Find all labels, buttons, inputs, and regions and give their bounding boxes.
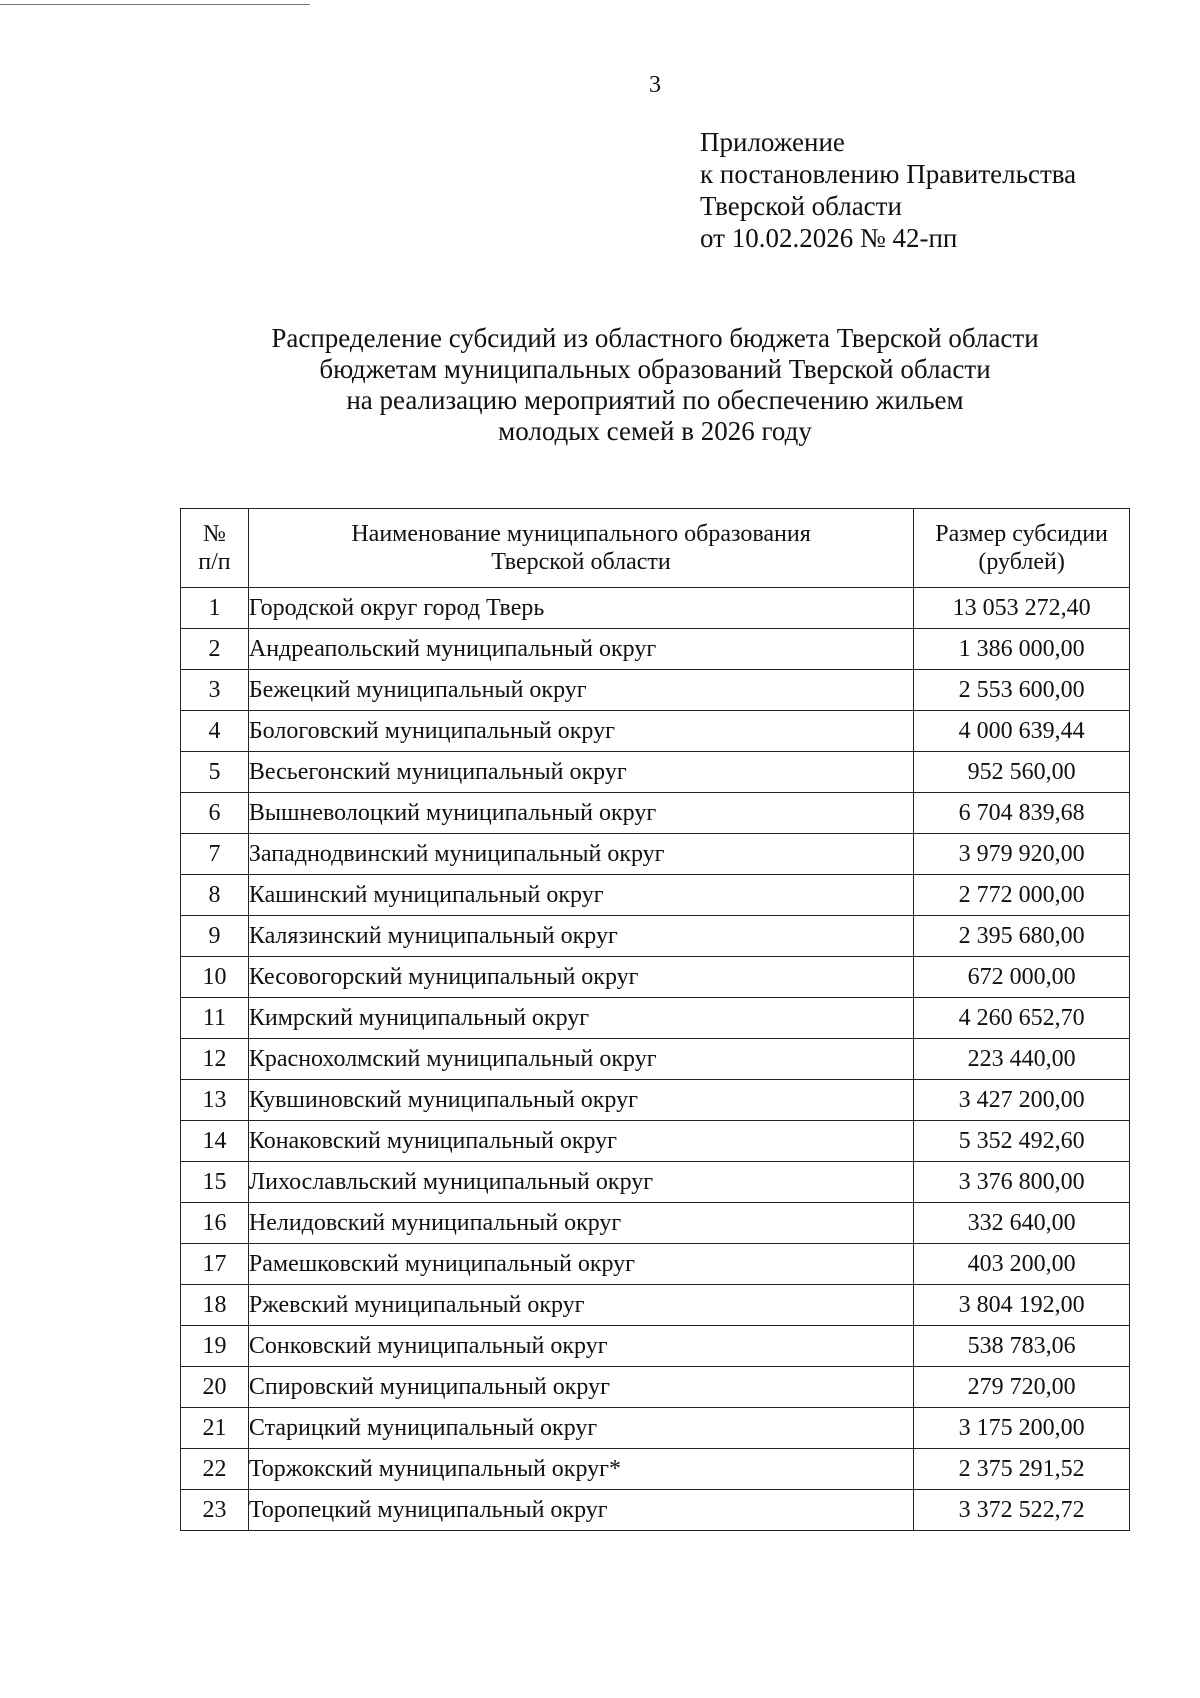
row-municipality-name: Андреапольский муниципальный округ xyxy=(248,629,913,670)
header-name-line: Тверской области xyxy=(491,549,671,575)
row-municipality-name: Калязинский муниципальный округ xyxy=(248,916,913,957)
title-line: Распределение субсидий из областного бюджета Тверской области xyxy=(271,323,1039,353)
table-row xyxy=(181,998,1130,1039)
row-number: 9 xyxy=(181,916,249,957)
row-number: 10 xyxy=(181,957,249,998)
row-subsidy-amount: 4 260 652,70 xyxy=(914,998,1130,1039)
scan-edge-line xyxy=(0,4,310,5)
row-municipality-name: Бологовский муниципальный округ xyxy=(248,711,913,752)
row-number: 8 xyxy=(181,875,249,916)
row-municipality-name: Ржевский муниципальный округ xyxy=(248,1285,913,1326)
row-subsidy-amount: 952 560,00 xyxy=(914,752,1130,793)
row-number: 1 xyxy=(181,588,249,629)
row-municipality-name: Вышневолоцкий муниципальный округ xyxy=(248,793,913,834)
table-row xyxy=(181,834,1130,875)
row-subsidy-amount: 403 200,00 xyxy=(914,1244,1130,1285)
row-number: 21 xyxy=(181,1408,249,1449)
row-number: 3 xyxy=(181,670,249,711)
row-subsidy-amount: 223 440,00 xyxy=(914,1039,1130,1080)
table-row xyxy=(181,629,1130,670)
row-number: 11 xyxy=(181,998,249,1039)
row-subsidy-amount: 3 372 522,72 xyxy=(914,1490,1130,1531)
row-municipality-name: Конаковский муниципальный округ xyxy=(248,1121,913,1162)
row-subsidy-amount: 3 376 800,00 xyxy=(914,1162,1130,1203)
table-row xyxy=(181,1408,1130,1449)
table-row xyxy=(181,1039,1130,1080)
row-subsidy-amount: 13 053 272,40 xyxy=(914,588,1130,629)
table-body xyxy=(181,588,1130,1531)
row-number: 7 xyxy=(181,834,249,875)
row-subsidy-amount: 279 720,00 xyxy=(914,1367,1130,1408)
table-row xyxy=(181,875,1130,916)
row-number: 12 xyxy=(181,1039,249,1080)
table-row xyxy=(181,711,1130,752)
table-row xyxy=(181,1203,1130,1244)
table-header-row xyxy=(181,509,1130,588)
header-num-line: п/п xyxy=(198,549,231,575)
row-subsidy-amount: 3 804 192,00 xyxy=(914,1285,1130,1326)
row-number: 15 xyxy=(181,1162,249,1203)
header-amount xyxy=(914,509,1130,588)
appendix-line: от 10.02.2026 № 42-пп xyxy=(700,223,958,253)
table-row xyxy=(181,916,1130,957)
row-number: 20 xyxy=(181,1367,249,1408)
appendix-line: Приложение xyxy=(700,127,845,157)
row-municipality-name: Кувшиновский муниципальный округ xyxy=(248,1080,913,1121)
document-title xyxy=(0,323,1200,447)
row-municipality-name: Кесовогорский муниципальный округ xyxy=(248,957,913,998)
row-number: 2 xyxy=(181,629,249,670)
row-number: 19 xyxy=(181,1326,249,1367)
row-municipality-name: Бежецкий муниципальный округ xyxy=(248,670,913,711)
table-row xyxy=(181,670,1130,711)
table-row xyxy=(181,1490,1130,1531)
row-municipality-name: Нелидовский муниципальный округ xyxy=(248,1203,913,1244)
row-number: 6 xyxy=(181,793,249,834)
row-municipality-name: Старицкий муниципальный округ xyxy=(248,1408,913,1449)
row-subsidy-amount: 2 553 600,00 xyxy=(914,670,1130,711)
row-municipality-name: Торжокский муниципальный округ* xyxy=(248,1449,913,1490)
row-municipality-name: Весьегонский муниципальный округ xyxy=(248,752,913,793)
row-subsidy-amount: 1 386 000,00 xyxy=(914,629,1130,670)
row-subsidy-amount: 3 175 200,00 xyxy=(914,1408,1130,1449)
table-row xyxy=(181,793,1130,834)
row-municipality-name: Лихославльский муниципальный округ xyxy=(248,1162,913,1203)
title-line: на реализацию мероприятий по обеспечению жильем xyxy=(346,385,964,415)
row-subsidy-amount: 3 979 920,00 xyxy=(914,834,1130,875)
row-number: 18 xyxy=(181,1285,249,1326)
row-municipality-name: Городской округ город Тверь xyxy=(248,588,913,629)
row-municipality-name: Рамешковский муниципальный округ xyxy=(248,1244,913,1285)
row-subsidy-amount: 672 000,00 xyxy=(914,957,1130,998)
table-row xyxy=(181,957,1130,998)
row-subsidy-amount: 538 783,06 xyxy=(914,1326,1130,1367)
page-number: 3 xyxy=(649,72,661,98)
row-subsidy-amount: 2 395 680,00 xyxy=(914,916,1130,957)
row-number: 14 xyxy=(181,1121,249,1162)
table-row xyxy=(181,1449,1130,1490)
header-num-line: № xyxy=(202,521,226,547)
header-name-line: Наименование муниципального образования xyxy=(351,521,811,547)
row-number: 13 xyxy=(181,1080,249,1121)
row-municipality-name: Торопецкий муниципальный округ xyxy=(248,1490,913,1531)
row-subsidy-amount: 4 000 639,44 xyxy=(914,711,1130,752)
row-municipality-name: Кашинский муниципальный округ xyxy=(248,875,913,916)
appendix-line: к постановлению Правительства xyxy=(700,159,1077,189)
table-row xyxy=(181,588,1130,629)
row-subsidy-amount: 6 704 839,68 xyxy=(914,793,1130,834)
row-number: 22 xyxy=(181,1449,249,1490)
header-num xyxy=(181,509,249,588)
row-number: 4 xyxy=(181,711,249,752)
row-number: 16 xyxy=(181,1203,249,1244)
row-municipality-name: Спировский муниципальный округ xyxy=(248,1367,913,1408)
subsidies-table xyxy=(180,508,1130,1531)
row-subsidy-amount: 5 352 492,60 xyxy=(914,1121,1130,1162)
header-amount-line: Размер субсидии xyxy=(935,521,1108,547)
row-number: 5 xyxy=(181,752,249,793)
table-row xyxy=(181,1244,1130,1285)
header-amount-line: (рублей) xyxy=(978,549,1065,575)
header-name xyxy=(248,509,913,588)
appendix-block xyxy=(700,126,1076,254)
appendix-line: Тверской области xyxy=(700,191,902,221)
table-row xyxy=(181,1080,1130,1121)
table-row xyxy=(181,1162,1130,1203)
table-row xyxy=(181,1285,1130,1326)
title-line: бюджетам муниципальных образований Тверской области xyxy=(319,354,991,384)
row-subsidy-amount: 332 640,00 xyxy=(914,1203,1130,1244)
row-number: 23 xyxy=(181,1490,249,1531)
row-subsidy-amount: 2 375 291,52 xyxy=(914,1449,1130,1490)
title-line: молодых семей в 2026 году xyxy=(498,416,812,446)
row-subsidy-amount: 2 772 000,00 xyxy=(914,875,1130,916)
table-row xyxy=(181,752,1130,793)
row-municipality-name: Западнодвинский муниципальный округ xyxy=(248,834,913,875)
row-municipality-name: Сонковский муниципальный округ xyxy=(248,1326,913,1367)
row-municipality-name: Кимрский муниципальный округ xyxy=(248,998,913,1039)
row-number: 17 xyxy=(181,1244,249,1285)
table-row xyxy=(181,1121,1130,1162)
row-subsidy-amount: 3 427 200,00 xyxy=(914,1080,1130,1121)
row-municipality-name: Краснохолмский муниципальный округ xyxy=(248,1039,913,1080)
table-row xyxy=(181,1326,1130,1367)
table-row xyxy=(181,1367,1130,1408)
